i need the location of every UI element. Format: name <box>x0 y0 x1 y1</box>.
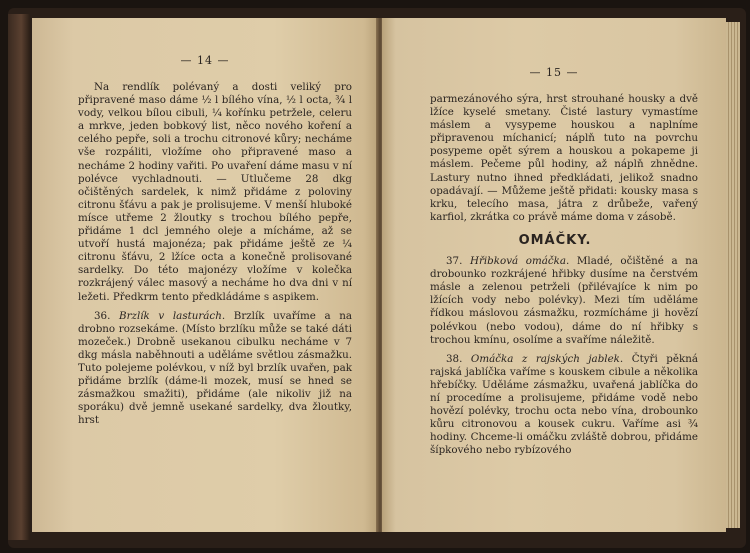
recipe-title: Brzlík v lasturách. <box>119 309 226 322</box>
recipe-38 <box>430 353 698 458</box>
page-number-left: — 14 — <box>180 54 230 67</box>
page-edges <box>726 22 740 528</box>
recipe-number: 37. <box>446 255 463 268</box>
section-heading: OMÁČKY. <box>518 232 592 248</box>
recipe-37 <box>430 255 698 347</box>
paragraph-intro: Na rendlík polévaný a dosti veliký pro připravené maso dáme ½ l bílého vína, ½ l octa, ¾ l vody, velkou bílou cibuli, ¼ kořínku petržele, celeru a mrkve, jeden bobkový list, něco nového koření a celého pepře, soli a trochu citronové kůry; necháme vše rozpáliti, vložíme oho připravené maso a necháme 2 hodiny vařiti. Po uvaření dáme masu v ní polévce vychladnouti. — Utlučeme 28 dkg očištěných sardelek, k nimž přidáme z poloviny citronu šťávu a pak je prolisujeme. V menší hluboké mísce utřeme 2 žloutky s trochou bílého pepře, přidáme 1 dcl jemného oleje a mícháme, až se utvoří hustá majonéza; pak přidáme ještě ze ¼ citronu šťávu, 2 lžíce octa a konečně prolisované sardelky. Do této majonézy vložíme v kolečka rozkrájený válec masový a necháme ho dva dni v ní ležeti. Předkrm tento předkládáme s aspikem. <box>78 81 352 303</box>
right-page <box>382 18 726 532</box>
recipe-36 <box>78 310 352 428</box>
recipe-text: Mladé, očištěné a na drobounko rozkrájené hřibky dusíme na čerstvém másle a zelenou petrželi (přilévajíce k nim po lžících vody nebo polévky). Mezi tím uděláme řídkou máslovou zásmažku, rozmícháme ji hovězí polévkou (nebo vodou), dáme do ní hřibky s trochou kmínu, osolíme a svaříme náležitě. <box>430 255 698 346</box>
page-number-right: — 15 — <box>529 66 579 79</box>
paragraph-continued: parmezánového sýra, hrst strouhané housky a dvě lžíce kyselé smetany. Čisté lastury vymastíme máslem a vysypeme houskou a naplníme připravenou míchanicí; náplň tuto na povrchu posypeme opět sýrem a houskou a pokapeme ji máslem. Pečeme půl hodiny, až náplň zhnědne. Lastury nutno ihned předkládati, jelikož snadno opadávají. — Můžeme ještě přidati: kousky masa s krku, telecího masa, játra z drůbeže, vařený karfiol, zkrátka co právě máme doma v zásobě. <box>430 93 698 223</box>
recipe-number: 38. <box>446 352 463 365</box>
book-cover-edge <box>8 14 30 540</box>
left-page <box>32 18 378 532</box>
recipe-number: 36. <box>94 309 111 322</box>
recipe-title: Hřibková omáčka. <box>469 255 570 268</box>
recipe-text: Čtyři pěkná rajská jablíčka vaříme s kouskem cibule a několika hřebíčky. Uděláme zásmažku, uvařená jablíčka do ní procedíme a prolisujeme, přidáme vodě nebo hovězí polévky, trochu octa nebo vína, drobounko kůru citronovou a kousek cukru. Vaříme asi ¾ hodiny. Chceme-li omáčku zvláště dobrou, přidáme šípkového nebo rybízového <box>430 352 698 457</box>
recipe-title: Omáčka z rajských jablek. <box>470 352 624 365</box>
recipe-text: Brzlík uvaříme a na drobno rozsekáme. (Místo brzlíku může se také dáti mozeček.) Drobně usekanou cibulku necháme v 7 dkg másla naběhnouti a uděláme světlou zásmažku. Tuto polejeme polévkou, v níž byl brzlík uvařen, pak přidáme brzlík (dáme-li mozek, musí se hned se zásmažkou smažiti), přidáme (ale nikoliv již na sporáku) dvě jemně usekané sardelky, dva žloutky, hrst <box>78 309 352 427</box>
